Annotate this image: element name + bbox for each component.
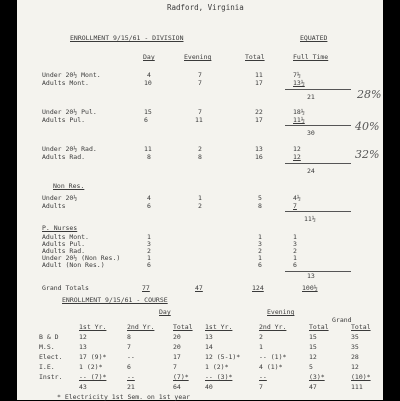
row-label: Under 20½ Mont. (42, 71, 101, 79)
row-label: Adults Rad. (42, 247, 86, 255)
subtotal: 24 (307, 167, 315, 175)
cell: 18½ (293, 108, 305, 116)
header-cell: Total (351, 323, 371, 331)
rule (285, 89, 351, 90)
cell: 6 (258, 261, 262, 269)
subtotal: 21 (307, 93, 315, 101)
cell: 43 (79, 383, 87, 391)
col-total: Total (245, 53, 265, 61)
nurses-heading: P. Nurses (42, 224, 78, 232)
course-header-row (39, 322, 383, 332)
cell: 15 (309, 343, 317, 351)
cell: 4½ (293, 194, 301, 202)
cell: 7 (173, 363, 177, 371)
grand-full: 100½ (302, 284, 318, 292)
cell: 12 (79, 333, 87, 341)
cell: 7 (127, 343, 131, 351)
cell: 13½ (293, 79, 305, 87)
col-full-time: Full Time (293, 53, 329, 61)
cell: -- (3)* (205, 373, 233, 381)
header-cell: 1st Yr. (79, 323, 107, 331)
cell: 13 (79, 343, 87, 351)
rule (285, 163, 351, 164)
course-table (39, 322, 383, 392)
row-label: Adults Pul. (42, 240, 86, 248)
cell: -- (259, 373, 267, 381)
cell: 20 (173, 333, 181, 341)
cell: 3 (293, 240, 297, 248)
row-label: Adult (Non Res.) (42, 261, 105, 269)
non-res-heading: Non Res. (53, 182, 85, 190)
cell: 6 (147, 261, 151, 269)
handwritten-note: 28% (357, 88, 382, 101)
row-label: Under 20½ Pul. (42, 108, 97, 116)
cell: 7 (293, 202, 297, 210)
cell: 4 (1)* (259, 363, 283, 371)
row-label: Adults (42, 202, 66, 210)
header-cell: Total (173, 323, 193, 331)
cell: 15 (144, 108, 152, 116)
row-label: Under 20½ Rad. (42, 145, 97, 153)
cell: 7 (198, 108, 202, 116)
cell: 1 (259, 343, 263, 351)
cell: 21 (127, 383, 135, 391)
cell: 11 (195, 116, 203, 124)
cell: 12 (293, 145, 301, 153)
grand-day: 77 (142, 284, 150, 292)
cell: 4 (147, 194, 151, 202)
row-label: Under 20½ (Non Res.) (42, 254, 121, 262)
grand-total: 124 (252, 284, 264, 292)
cell: 12 (293, 153, 301, 161)
cell: 5 (258, 194, 262, 202)
cell: 8 (198, 153, 202, 161)
cell: B & D (39, 333, 59, 341)
cell: 17 (255, 79, 263, 87)
cell: 2 (198, 145, 202, 153)
handwritten-note: 40% (355, 120, 380, 133)
cell: 11 (144, 145, 152, 153)
cell: 17 (9)* (79, 353, 107, 361)
header-cell: 2nd Yr. (259, 323, 287, 331)
cell: 11 (255, 71, 263, 79)
cell: 1 (293, 254, 297, 262)
cell: 12 (309, 353, 317, 361)
cell: (3)* (309, 373, 325, 381)
cell: 35 (351, 333, 359, 341)
cell: (7)* (173, 373, 189, 381)
header-cell (39, 322, 79, 332)
course-grand-header: Grand (332, 316, 352, 324)
table-row (39, 352, 383, 362)
cell: 1 (198, 194, 202, 202)
row-label: Adults Pul. (42, 116, 86, 124)
cell: 2 (259, 333, 263, 341)
cell: -- (127, 353, 135, 361)
cell: -- (7)* (79, 373, 107, 381)
cell: 1 (293, 233, 297, 241)
cell: 6 (127, 363, 131, 371)
table-row (39, 332, 383, 342)
cell: 13 (255, 145, 263, 153)
cell: 17 (173, 353, 181, 361)
table-totals-row (39, 382, 383, 392)
equated-header: EQUATED (300, 34, 328, 42)
cell: 16 (255, 153, 263, 161)
cell: 8 (258, 202, 262, 210)
rule (285, 271, 351, 272)
cell: 2 (293, 247, 297, 255)
cell: 11½ (293, 116, 305, 124)
course-section-title: ENROLLMENT 9/15/61 - COURSE (62, 296, 168, 304)
subtotal: 11½ (304, 215, 316, 223)
cell: 1 (258, 233, 262, 241)
cell: 20 (173, 343, 181, 351)
cell (39, 382, 79, 392)
handwritten-note: 32% (355, 148, 380, 161)
cell: Elect. (39, 353, 63, 361)
header-cell: 2nd Yr. (127, 323, 155, 331)
cell: 8 (147, 153, 151, 161)
col-day: Day (143, 53, 155, 61)
cell: M.S. (39, 343, 55, 351)
footnote: * Electricity 1st Sem. on 1st year (57, 393, 191, 401)
table-row (39, 372, 383, 382)
cell: 1 (147, 233, 151, 241)
subtotal: 30 (307, 129, 315, 137)
rule (285, 125, 351, 126)
cell: 12 (351, 363, 359, 371)
cell: 17 (255, 116, 263, 124)
col-evening: Evening (184, 53, 212, 61)
cell: 1 (2)* (205, 363, 229, 371)
table-row (39, 362, 383, 372)
cell: -- (1)* (259, 353, 287, 361)
header-cell: 1st Yr. (205, 323, 233, 331)
rule (285, 211, 351, 212)
cell: Instr. (39, 373, 63, 381)
row-label: Adults Mont. (42, 79, 89, 87)
cell: 111 (351, 383, 363, 391)
cell: 13 (205, 333, 213, 341)
cell: 7 (259, 383, 263, 391)
course-day-header: Day (159, 308, 171, 316)
cell: 8 (127, 333, 131, 341)
cell: 12 (5-1)* (205, 353, 241, 361)
cell: 14 (205, 343, 213, 351)
row-label: Under 20½ (42, 194, 78, 202)
cell: 64 (173, 383, 181, 391)
cell: 6 (293, 261, 297, 269)
location-header: Radford, Virginia (167, 3, 244, 12)
course-evening-header: Evening (267, 308, 295, 316)
cell: 15 (309, 333, 317, 341)
cell: 1 (2)* (79, 363, 103, 371)
grand-evening: 47 (195, 284, 203, 292)
grand-totals-label: Grand Totals (42, 284, 89, 292)
cell: 2 (258, 247, 262, 255)
cell: 28 (351, 353, 359, 361)
cell: -- (127, 373, 135, 381)
subtotal: 13 (307, 272, 315, 280)
cell: 22 (255, 108, 263, 116)
cell: 4 (147, 71, 151, 79)
cell: 6 (147, 202, 151, 210)
cell: 6 (144, 116, 148, 124)
cell: 40 (205, 383, 213, 391)
cell: 2 (147, 247, 151, 255)
cell: 2 (198, 202, 202, 210)
division-section-title: ENROLLMENT 9/15/61 - DIVISION (70, 34, 184, 42)
cell: 5 (309, 363, 313, 371)
document-page (17, 0, 383, 400)
row-label: Adults Rad. (42, 153, 86, 161)
cell: I.E. (39, 363, 55, 371)
cell: 7½ (293, 71, 301, 79)
header-cell: Total (309, 323, 329, 331)
cell: 35 (351, 343, 359, 351)
table-row (39, 342, 383, 352)
cell: 10 (144, 79, 152, 87)
cell: (10)* (351, 373, 371, 381)
cell: 1 (147, 254, 151, 262)
cell: 7 (198, 71, 202, 79)
row-label: Adults Mont. (42, 233, 89, 241)
cell: 7 (198, 79, 202, 87)
cell: 47 (309, 383, 317, 391)
cell: 1 (258, 254, 262, 262)
cell: 3 (258, 240, 262, 248)
cell: 3 (147, 240, 151, 248)
